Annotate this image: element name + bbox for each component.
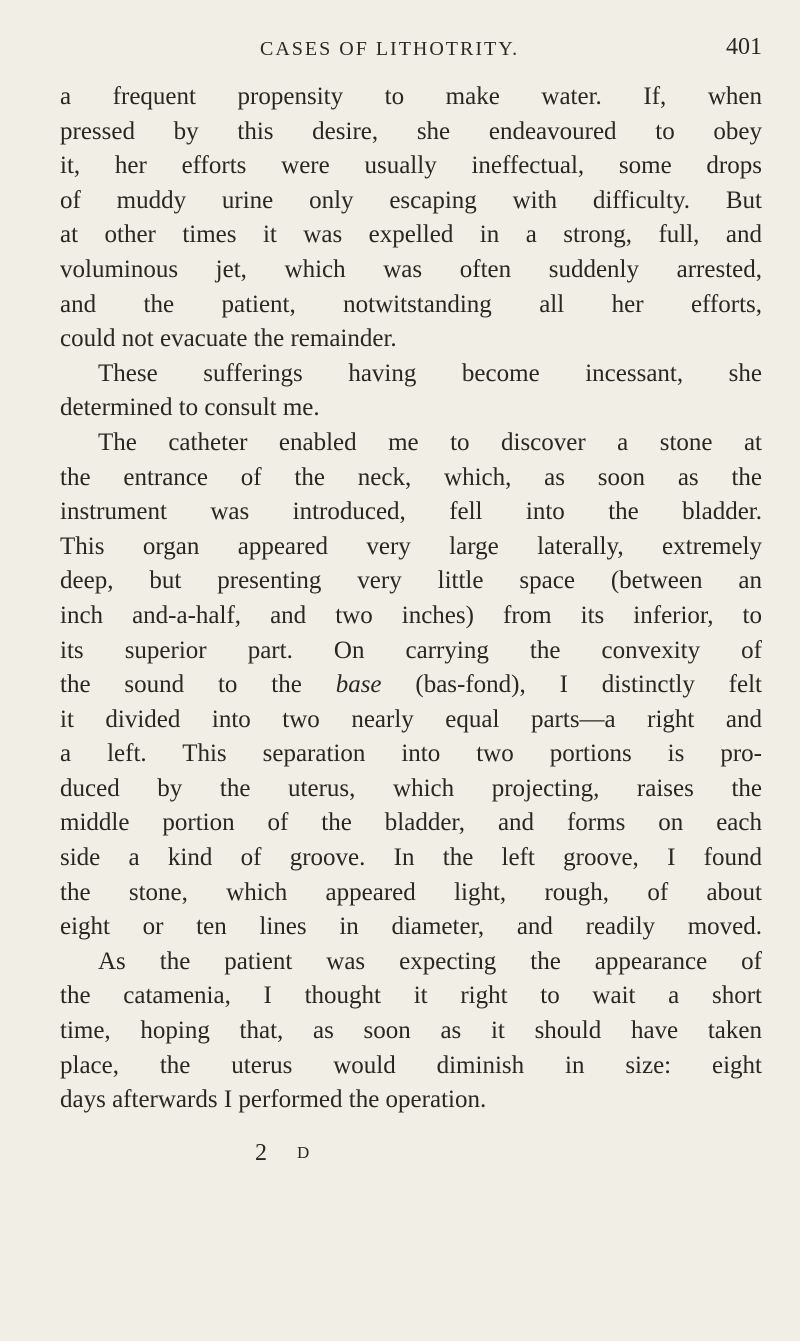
text-line: As the patient was expecting the appearance of <box>98 947 762 975</box>
text-line: days afterwards I performed the operation. <box>60 1086 487 1114</box>
page-number: 401 <box>726 34 762 60</box>
text-line: middle portion of the bladder, and forms on each <box>60 809 762 837</box>
text-line: at other times it was expelled in a strong, full, and <box>60 221 762 249</box>
text-line: the entrance of the neck, which, as soon as the <box>60 463 762 491</box>
text-line: its superior part. On carrying the convexity of <box>60 636 762 664</box>
text-line: eight or ten lines in diameter, and readily moved. <box>60 913 762 941</box>
text-line: it, her efforts were usually ineffectual, some drops <box>60 152 762 180</box>
signature-letter: D <box>297 1143 310 1162</box>
text-line: This organ appeared very large laterally, extremely <box>60 532 762 560</box>
text-line: These sufferings having become incessant, she <box>98 359 762 387</box>
text-line: pressed by this desire, she endeavoured to obey <box>60 117 762 145</box>
text-line: voluminous jet, which was often suddenly arrested, <box>60 255 762 283</box>
text-line: place, the uterus would diminish in size: eight <box>60 1051 762 1079</box>
text-line: deep, but presenting very little space (between an <box>60 567 762 595</box>
text-line: a left. This separation into two portions is pro- <box>60 740 762 768</box>
text-line: the sound to the base (bas-fond), I distinctly felt <box>60 671 762 699</box>
signature-number: 2 <box>255 1140 279 1166</box>
text-line: time, hoping that, as soon as it should have taken <box>60 1017 762 1045</box>
text-line: instrument was introduced, fell into the bladder. <box>60 498 762 526</box>
text-line: a frequent propensity to make water. If, when <box>60 83 762 110</box>
text-line: duced by the uterus, which projecting, raises the <box>60 774 762 802</box>
text-line: the stone, which appeared light, rough, of about <box>60 878 762 906</box>
body-text <box>60 80 762 1118</box>
signature-mark <box>255 1140 309 1167</box>
text-line: and the patient, notwitstanding all her efforts, <box>60 290 762 318</box>
text-line: it divided into two nearly equal parts—a right and <box>60 705 762 733</box>
text-line: of muddy urine only escaping with difficulty. But <box>60 186 762 214</box>
text-line: The catheter enabled me to discover a stone at <box>98 428 762 456</box>
running-title: CASES OF LITHOTRITY. <box>260 38 520 60</box>
text-line: side a kind of groove. In the left groove, I found <box>60 844 762 872</box>
running-head <box>60 30 762 64</box>
text-line: could not evacuate the remainder. <box>60 325 397 353</box>
text-line: determined to consult me. <box>60 394 320 422</box>
italic-term: base <box>335 671 382 699</box>
text-line: the catamenia, I thought it right to wait a short <box>60 982 762 1010</box>
text-line: inch and-a-half, and two inches) from its inferior, to <box>60 601 762 629</box>
